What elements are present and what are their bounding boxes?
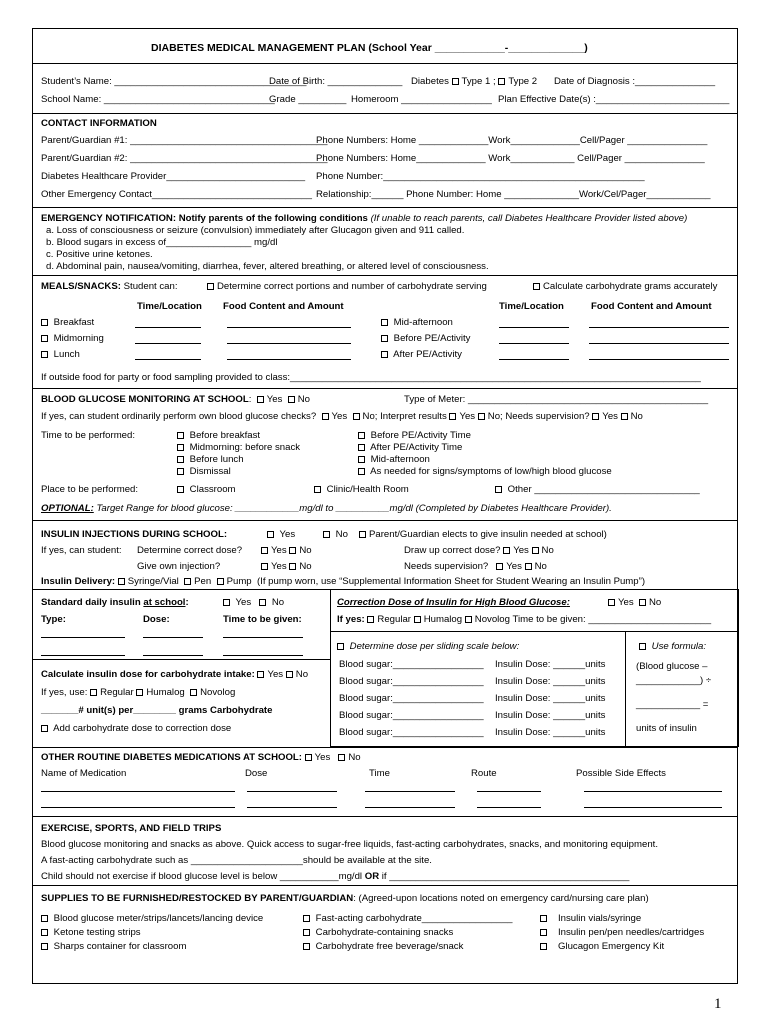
bg-time-option[interactable]: As needed for signs/symptoms of low/high blood glucose bbox=[358, 466, 612, 478]
formula-checkbox[interactable] bbox=[639, 643, 646, 650]
own-checks-yes-checkbox[interactable] bbox=[322, 413, 329, 420]
bg-time-option[interactable]: Mid-afternoon bbox=[358, 454, 430, 466]
supplies-heading: SUPPLIES TO BE FURNISHED/RESTOCKED BY PARENT/GUARDIAN: (Agreed-upon locations noted on emergency card/nursing care plan) bbox=[41, 893, 649, 904]
insulin-no-checkbox[interactable] bbox=[323, 531, 330, 538]
other-contact-details[interactable]: Relationship:______ Phone Number: Home ______________Work/Cel/Pager____________ bbox=[316, 189, 711, 200]
carb-yes[interactable] bbox=[257, 671, 264, 678]
add-carb-dose[interactable]: Add carbohydrate dose to correction dose bbox=[41, 723, 231, 735]
carb-insulin-type: If yes, use: Regular Humalog Novolog bbox=[41, 687, 236, 698]
bg-time-checkbox[interactable] bbox=[358, 456, 365, 463]
parent2-phones[interactable]: Phone Numbers: Home_____________ Work____________ Cell/Pager _______________ bbox=[316, 153, 705, 164]
diabetes-plan-form bbox=[32, 28, 738, 984]
meal-after-pe[interactable]: After PE/Activity bbox=[381, 349, 462, 361]
bg-time-checkbox[interactable] bbox=[177, 432, 184, 439]
classroom-checkbox[interactable] bbox=[177, 486, 184, 493]
lunch-checkbox[interactable] bbox=[41, 351, 48, 358]
supervision-no-checkbox[interactable] bbox=[621, 413, 628, 420]
bs-row[interactable]: Blood sugar:_________________ bbox=[339, 693, 484, 704]
emergency-item: a. Loss of consciousness or seizure (convulsion) immediately after Glucagon given and 911 called. bbox=[46, 225, 465, 236]
correction-yes-no[interactable]: Yes No bbox=[608, 597, 661, 609]
page-number: 1 bbox=[714, 996, 722, 1012]
insulin-no[interactable]: No bbox=[323, 529, 348, 541]
bg-time-option[interactable]: Midmorning: before snack bbox=[177, 442, 300, 454]
carb-no[interactable] bbox=[286, 671, 293, 678]
bg-time-option[interactable]: Before breakfast bbox=[177, 430, 260, 442]
emergency-item: c. Positive urine ketones. bbox=[46, 249, 153, 260]
place-other[interactable]: Other _______________________________ bbox=[495, 484, 700, 496]
portions-checkbox[interactable] bbox=[207, 283, 214, 290]
dose-row[interactable]: Insulin Dose: ______units bbox=[495, 659, 606, 670]
formula-option[interactable]: Use formula: bbox=[639, 641, 706, 653]
parent-elects[interactable]: Parent/Guardian elects to give insulin needed at school) bbox=[359, 529, 607, 541]
draw-up-yes[interactable] bbox=[503, 547, 510, 554]
meds-no[interactable] bbox=[338, 754, 345, 761]
std-insulin-heading: Standard daily insulin at school: bbox=[41, 597, 189, 608]
supply-checkbox[interactable] bbox=[303, 915, 310, 922]
place-clinic[interactable]: Clinic/Health Room bbox=[314, 484, 409, 496]
provider-field[interactable]: Diabetes Healthcare Provider__________________________ bbox=[41, 171, 306, 182]
bg-time-option[interactable]: Before lunch bbox=[177, 454, 244, 466]
other-contact-field[interactable]: Other Emergency Contact______________________________ bbox=[41, 189, 312, 200]
bg-time-option[interactable]: After PE/Activity Time bbox=[358, 442, 462, 454]
sliding-scale-checkbox[interactable] bbox=[337, 643, 344, 650]
col-food-right: Food Content and Amount bbox=[591, 301, 712, 312]
give-own-label: Give own injection? bbox=[137, 561, 221, 572]
supply-item[interactable]: Insulin pen/pen needles/cartridges bbox=[540, 927, 704, 939]
corr-regular[interactable] bbox=[367, 616, 374, 623]
after-pe-checkbox[interactable] bbox=[381, 351, 388, 358]
bg-time-option[interactable]: Before PE/Activity Time bbox=[358, 430, 471, 442]
other-meds-heading: OTHER ROUTINE DIABETES MEDICATIONS AT SCHOOL: Yes No bbox=[41, 752, 361, 763]
corr-humalog[interactable] bbox=[414, 616, 421, 623]
col-time-left: Time/Location bbox=[137, 301, 202, 312]
give-own-yes[interactable] bbox=[261, 563, 268, 570]
meal-lunch[interactable]: Lunch bbox=[41, 349, 80, 361]
clinic-checkbox[interactable] bbox=[314, 486, 321, 493]
correction-insulin-type: If yes: Regular Humalog Novolog Time to be given: _______________________ bbox=[337, 614, 712, 625]
place-performed-label: Place to be performed: bbox=[41, 484, 139, 495]
supervision-yes[interactable] bbox=[496, 563, 503, 570]
give-own-options[interactable]: Yes No bbox=[261, 561, 312, 573]
exercise-heading: EXERCISE, SPORTS, AND FIELD TRIPS bbox=[41, 823, 222, 834]
draw-up-dose[interactable]: Draw up correct dose? Yes No bbox=[404, 545, 554, 556]
midafternoon-checkbox[interactable] bbox=[381, 319, 388, 326]
bg-yes-checkbox[interactable] bbox=[257, 396, 264, 403]
bg-time-checkbox[interactable] bbox=[177, 456, 184, 463]
supply-checkbox[interactable] bbox=[303, 943, 310, 950]
draw-up-no[interactable] bbox=[532, 547, 539, 554]
supply-checkbox[interactable] bbox=[303, 929, 310, 936]
if-yes-label: If yes, can student: bbox=[41, 545, 122, 556]
bg-time-checkbox[interactable] bbox=[358, 468, 365, 475]
optional-target-range[interactable]: OPTIONAL: Target Range for blood glucose: ____________mg/dl to __________mg/dl (Completed by Diabetes Healthcare Provider). bbox=[41, 503, 612, 514]
correction-heading: Correction Dose of Insulin for High Blood Glucose: bbox=[337, 597, 570, 608]
carb-calc: Calculate insulin dose for carbohydrate intake: Yes No bbox=[41, 669, 309, 680]
emergency-item: d. Abdominal pain, nausea/vomiting, diarrhea, fever, altered breathing, or altered level of consciousness. bbox=[46, 261, 489, 272]
col-route: Route bbox=[471, 768, 497, 779]
type2-checkbox[interactable] bbox=[498, 78, 505, 85]
bg-own-checks: If yes, can student ordinarily perform own blood glucose checks? Yes No; Interpret results Yes No; Needs supervision? Yes No bbox=[41, 411, 643, 422]
corr-novolog[interactable] bbox=[465, 616, 472, 623]
supply-checkbox[interactable] bbox=[41, 929, 48, 936]
effective-date-field[interactable]: Plan Effective Date(s) :_________________________ bbox=[498, 94, 730, 105]
student-name-field[interactable]: Student’s Name: ____________________________________ bbox=[41, 76, 307, 87]
units-per-carb[interactable]: _______# unit(s) per________ grams Carbohydrate bbox=[41, 705, 273, 716]
supervision-yes-checkbox[interactable] bbox=[592, 413, 599, 420]
parent-elects-checkbox[interactable] bbox=[359, 531, 366, 538]
parent2-field[interactable]: Parent/Guardian #2: _____________________________________ bbox=[41, 153, 328, 164]
supply-checkbox[interactable] bbox=[540, 929, 547, 936]
formula-line[interactable]: ____________ = bbox=[636, 699, 709, 710]
correct-dose-no[interactable] bbox=[289, 547, 296, 554]
bs-row[interactable]: Blood sugar:_________________ bbox=[339, 659, 484, 670]
col-medication: Name of Medication bbox=[41, 768, 127, 779]
sliding-scale-option[interactable]: Determine dose per sliding scale below: bbox=[337, 641, 519, 653]
bs-row[interactable]: Blood sugar:_________________ bbox=[339, 676, 484, 687]
col-side-effects: Possible Side Effects bbox=[576, 768, 666, 779]
diabetes-type: Diabetes Type 1 ; Type 2 bbox=[411, 76, 538, 87]
pump-checkbox[interactable] bbox=[217, 578, 224, 585]
correct-dose-label: Determine correct dose? bbox=[137, 545, 243, 556]
meal-before-pe[interactable]: Before PE/Activity bbox=[381, 333, 470, 345]
insulin-yes[interactable]: Yes bbox=[267, 529, 295, 541]
bg-time-option[interactable]: Dismissal bbox=[177, 466, 231, 478]
humalog-checkbox[interactable] bbox=[136, 689, 143, 696]
give-own-no[interactable] bbox=[289, 563, 296, 570]
dose-row[interactable]: Insulin Dose: ______units bbox=[495, 727, 606, 738]
std-insulin-options[interactable]: Yes No bbox=[223, 597, 284, 609]
meals-heading: MEALS/SNACKS: Student can: bbox=[41, 281, 178, 292]
outside-food-field[interactable]: If outside food for party or food sampling provided to class:_____________________________________________________________________________ bbox=[41, 372, 701, 383]
bg-no-checkbox[interactable] bbox=[288, 396, 295, 403]
parent1-field[interactable]: Parent/Guardian #1: _____________________________________ bbox=[41, 135, 328, 146]
place-classroom[interactable]: Classroom bbox=[177, 484, 236, 496]
dose-row[interactable]: Insulin Dose: ______units bbox=[495, 676, 606, 687]
midmorning-checkbox[interactable] bbox=[41, 335, 48, 342]
meal-breakfast[interactable]: Breakfast bbox=[41, 317, 94, 329]
std-no[interactable] bbox=[259, 599, 266, 606]
dose-row[interactable]: Insulin Dose: ______units bbox=[495, 693, 606, 704]
correction-yes[interactable] bbox=[608, 599, 615, 606]
exercise-line1: Blood glucose monitoring and snacks as above. Quick access to sugar-free liquids, fast-acting carbohydrates, snacks, and monitoring equipment. bbox=[41, 839, 658, 850]
meal-midmorning[interactable]: Midmorning bbox=[41, 333, 104, 345]
add-carb-checkbox[interactable] bbox=[41, 725, 48, 732]
interpret-no-checkbox[interactable] bbox=[478, 413, 485, 420]
meds-yes[interactable] bbox=[305, 754, 312, 761]
bg-monitoring-heading: BLOOD GLUCOSE MONITORING AT SCHOOL: Yes No bbox=[41, 394, 310, 405]
school-name-field[interactable]: School Name: ________________________________ bbox=[41, 94, 275, 105]
bs-row[interactable]: Blood sugar:_________________ bbox=[339, 710, 484, 721]
contact-heading: CONTACT INFORMATION bbox=[41, 118, 157, 129]
meal-midafternoon[interactable]: Mid-afternoon bbox=[381, 317, 453, 329]
time-performed-label: Time to be performed: bbox=[41, 430, 136, 441]
calculate-carbs-checkbox[interactable] bbox=[533, 283, 540, 290]
emergency-heading: EMERGENCY NOTIFICATION: Notify parents of the following conditions (If unable to reach parents, call Diabetes Healthcare Provider listed above) bbox=[41, 213, 688, 224]
regular-checkbox[interactable] bbox=[90, 689, 97, 696]
emergency-item: b. Blood sugars in excess of________________ mg/dl bbox=[46, 237, 278, 248]
other-place-checkbox[interactable] bbox=[495, 486, 502, 493]
bs-row[interactable]: Blood sugar:_________________ bbox=[339, 727, 484, 738]
correct-dose-options[interactable]: Yes No bbox=[261, 545, 312, 557]
own-checks-no-checkbox[interactable] bbox=[353, 413, 360, 420]
bg-time-checkbox[interactable] bbox=[358, 444, 365, 451]
portions-option[interactable]: Determine correct portions and number of carbohydrate serving bbox=[207, 281, 487, 293]
bg-time-checkbox[interactable] bbox=[358, 432, 365, 439]
dose-row[interactable]: Insulin Dose: ______units bbox=[495, 710, 606, 721]
provider-phone[interactable]: Phone Number:_________________________________________________ bbox=[316, 171, 645, 182]
parent1-phones[interactable]: Phone Numbers: Home _____________Work_____________Cell/Pager _______________ bbox=[316, 135, 708, 146]
supply-item[interactable]: Glucagon Emergency Kit bbox=[540, 941, 664, 953]
meter-type-field[interactable]: Type of Meter: _____________________________________________ bbox=[404, 394, 709, 405]
insulin-delivery: Insulin Delivery: Syringe/Vial Pen Pump (If pump worn, use “Supplemental Information Sheet for Student Wearing an Insulin Pump”) bbox=[41, 576, 646, 587]
supply-item[interactable]: Fast-acting carbohydrate_________________ bbox=[303, 913, 513, 925]
supply-item[interactable]: Sharps container for classroom bbox=[41, 941, 186, 953]
supply-item[interactable]: Carbohydrate-containing snacks bbox=[303, 927, 453, 939]
col-time: Time bbox=[369, 768, 390, 779]
col-dose: Dose bbox=[245, 768, 268, 779]
interpret-yes-checkbox[interactable] bbox=[449, 413, 456, 420]
supply-item[interactable]: Insulin vials/syringe bbox=[540, 913, 641, 925]
supply-item[interactable]: Blood glucose meter/strips/lancets/lancing device bbox=[41, 913, 263, 925]
supply-checkbox[interactable] bbox=[41, 915, 48, 922]
supply-checkbox[interactable] bbox=[540, 943, 547, 950]
col-time-right: Time/Location bbox=[499, 301, 564, 312]
supervision-no[interactable] bbox=[525, 563, 532, 570]
std-yes[interactable] bbox=[223, 599, 230, 606]
page-title: DIABETES MEDICAL MANAGEMENT PLAN (School Year ____________-_____________) bbox=[151, 42, 588, 54]
breakfast-checkbox[interactable] bbox=[41, 319, 48, 326]
std-time-label: Time to be given: bbox=[223, 614, 302, 625]
std-dose-label: Dose: bbox=[143, 614, 170, 625]
insulin-heading: INSULIN INJECTIONS DURING SCHOOL: bbox=[41, 529, 228, 540]
supply-item[interactable]: Ketone testing strips bbox=[41, 927, 141, 939]
novolog-checkbox[interactable] bbox=[190, 689, 197, 696]
formula-line: (Blood glucose – bbox=[636, 661, 708, 672]
dob-field[interactable]: Date of Birth: ______________ bbox=[269, 76, 403, 87]
syringe-checkbox[interactable] bbox=[118, 578, 125, 585]
correct-dose-yes[interactable] bbox=[261, 547, 268, 554]
homeroom-field[interactable]: Homeroom _________________ bbox=[351, 94, 492, 105]
grade-field[interactable]: Grade _________ bbox=[269, 94, 347, 105]
exercise-limit[interactable]: Child should not exercise if blood glucose level is below ___________mg/dl OR if _____________________________________________ bbox=[41, 871, 630, 882]
bg-time-checkbox[interactable] bbox=[177, 444, 184, 451]
supply-checkbox[interactable] bbox=[41, 943, 48, 950]
calculate-carbs-option[interactable]: Calculate carbohydrate grams accurately bbox=[533, 281, 717, 293]
formula-line: units of insulin bbox=[636, 723, 697, 734]
diagnosis-date-field[interactable]: Date of Diagnosis :_______________ bbox=[554, 76, 716, 87]
before-pe-checkbox[interactable] bbox=[381, 335, 388, 342]
pen-checkbox[interactable] bbox=[184, 578, 191, 585]
supply-checkbox[interactable] bbox=[540, 915, 547, 922]
bg-time-checkbox[interactable] bbox=[177, 468, 184, 475]
needs-supervision[interactable]: Needs supervision? Yes No bbox=[404, 561, 547, 572]
col-food-left: Food Content and Amount bbox=[223, 301, 344, 312]
correction-no[interactable] bbox=[639, 599, 646, 606]
supply-item[interactable]: Carbohydrate free beverage/snack bbox=[303, 941, 463, 953]
exercise-fast-carb[interactable]: A fast-acting carbohydrate such as _____________________should be available at the site. bbox=[41, 855, 432, 866]
std-type-label: Type: bbox=[41, 614, 66, 625]
insulin-yes-checkbox[interactable] bbox=[267, 531, 274, 538]
formula-line[interactable]: ____________) ÷ bbox=[636, 675, 712, 686]
type1-checkbox[interactable] bbox=[452, 78, 459, 85]
